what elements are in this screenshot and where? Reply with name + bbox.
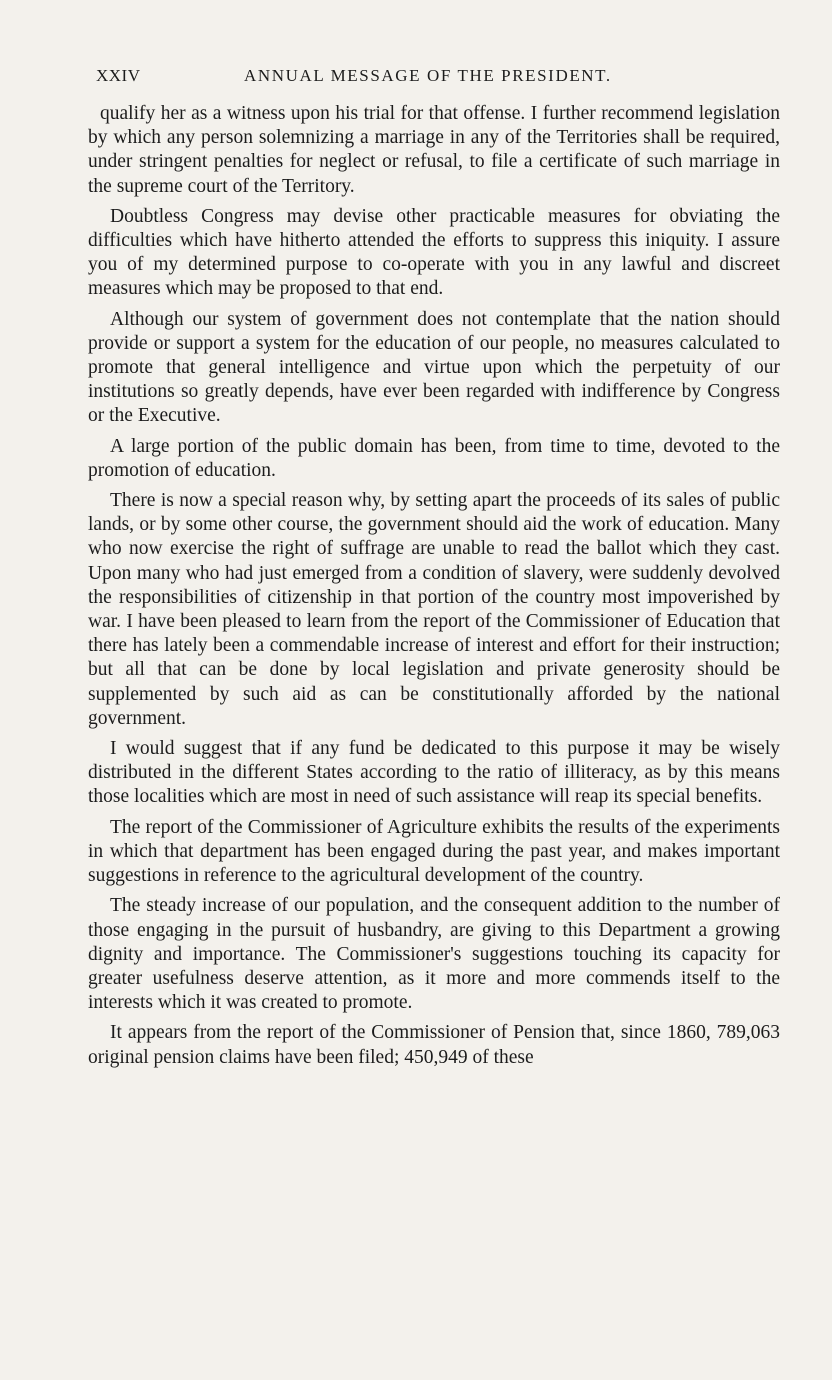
paragraph: The steady increase of our population, and the consequent addition to the number of those engaging in the pursuit of husbandry, are giving to this Department a growing dignity and importance. The Commissioner's suggestions touching its capacity for greater usefulness deserve attention, as it more and more commends itself to the interests which it was created to promote.: [88, 895, 780, 1014]
paragraph: There is now a special reason why, by setting apart the proceeds of its sales of public lands, or by some other course, the government should aid the work of education. Many who now exercise the right of suffrage are unable to read the ballot which they cast. Upon many who had just emerged from a condition of slavery, were suddenly devolved the responsibilities of citizenship in that portion of the country most impoverished by war. I have been pleased to learn from the report of the Commissioner of Education that there has lately been a commendable increase of interest and effort for their instruction; but all that can be done by local legislation and private generosity should be supplemented by such aid as can be constitutionally afforded by the national government.: [88, 490, 780, 729]
paragraph: Doubtless Congress may devise other practicable measures for obviating the difficulties which have hitherto attended the efforts to suppress this iniquity. I assure you of my determined purpose to co-operate with you in any lawful and discreet measures which may be proposed to that end.: [88, 205, 780, 300]
page-number: XXIV: [96, 66, 141, 85]
paragraph: It appears from the report of the Commissioner of Pension that, since 1860, 789,063 original pension claims have been filed; 450,949 of these: [88, 1022, 780, 1068]
paragraph: A large portion of the public domain has been, from time to time, devoted to the promotion of education.: [88, 435, 780, 481]
running-title: ANNUAL MESSAGE OF THE PRESIDENT.: [244, 66, 612, 85]
paragraph: I would suggest that if any fund be dedicated to this purpose it may be wisely distributed in the different States according to the ratio of illiteracy, as by this means those localities which are most in need of such assistance will reap its special benefits.: [88, 738, 780, 808]
paragraph: Although our system of government does not contemplate that the nation should provide or support a system for the education of our people, no measures calculated to promote that general intelligence and virtue upon which the perpetuity of our institutions so greatly depends, have ever been regarded with indifference by Congress or the Executive.: [88, 308, 780, 427]
page-header: [96, 66, 656, 90]
paragraph: qualify her as a witness upon his trial for that offense. I further recommend legislation by which any person solemnizing a marriage in any of the Territories shall be required, under stringent penalties for neglect or refusal, to file a certificate of such marriage in the supreme court of the Territory.: [88, 103, 780, 197]
paragraph: The report of the Commissioner of Agriculture exhibits the results of the experiments in which that department has been engaged during the past year, and makes important suggestions in reference to the agricultural development of the country.: [88, 816, 780, 887]
message-body: [88, 102, 780, 1076]
